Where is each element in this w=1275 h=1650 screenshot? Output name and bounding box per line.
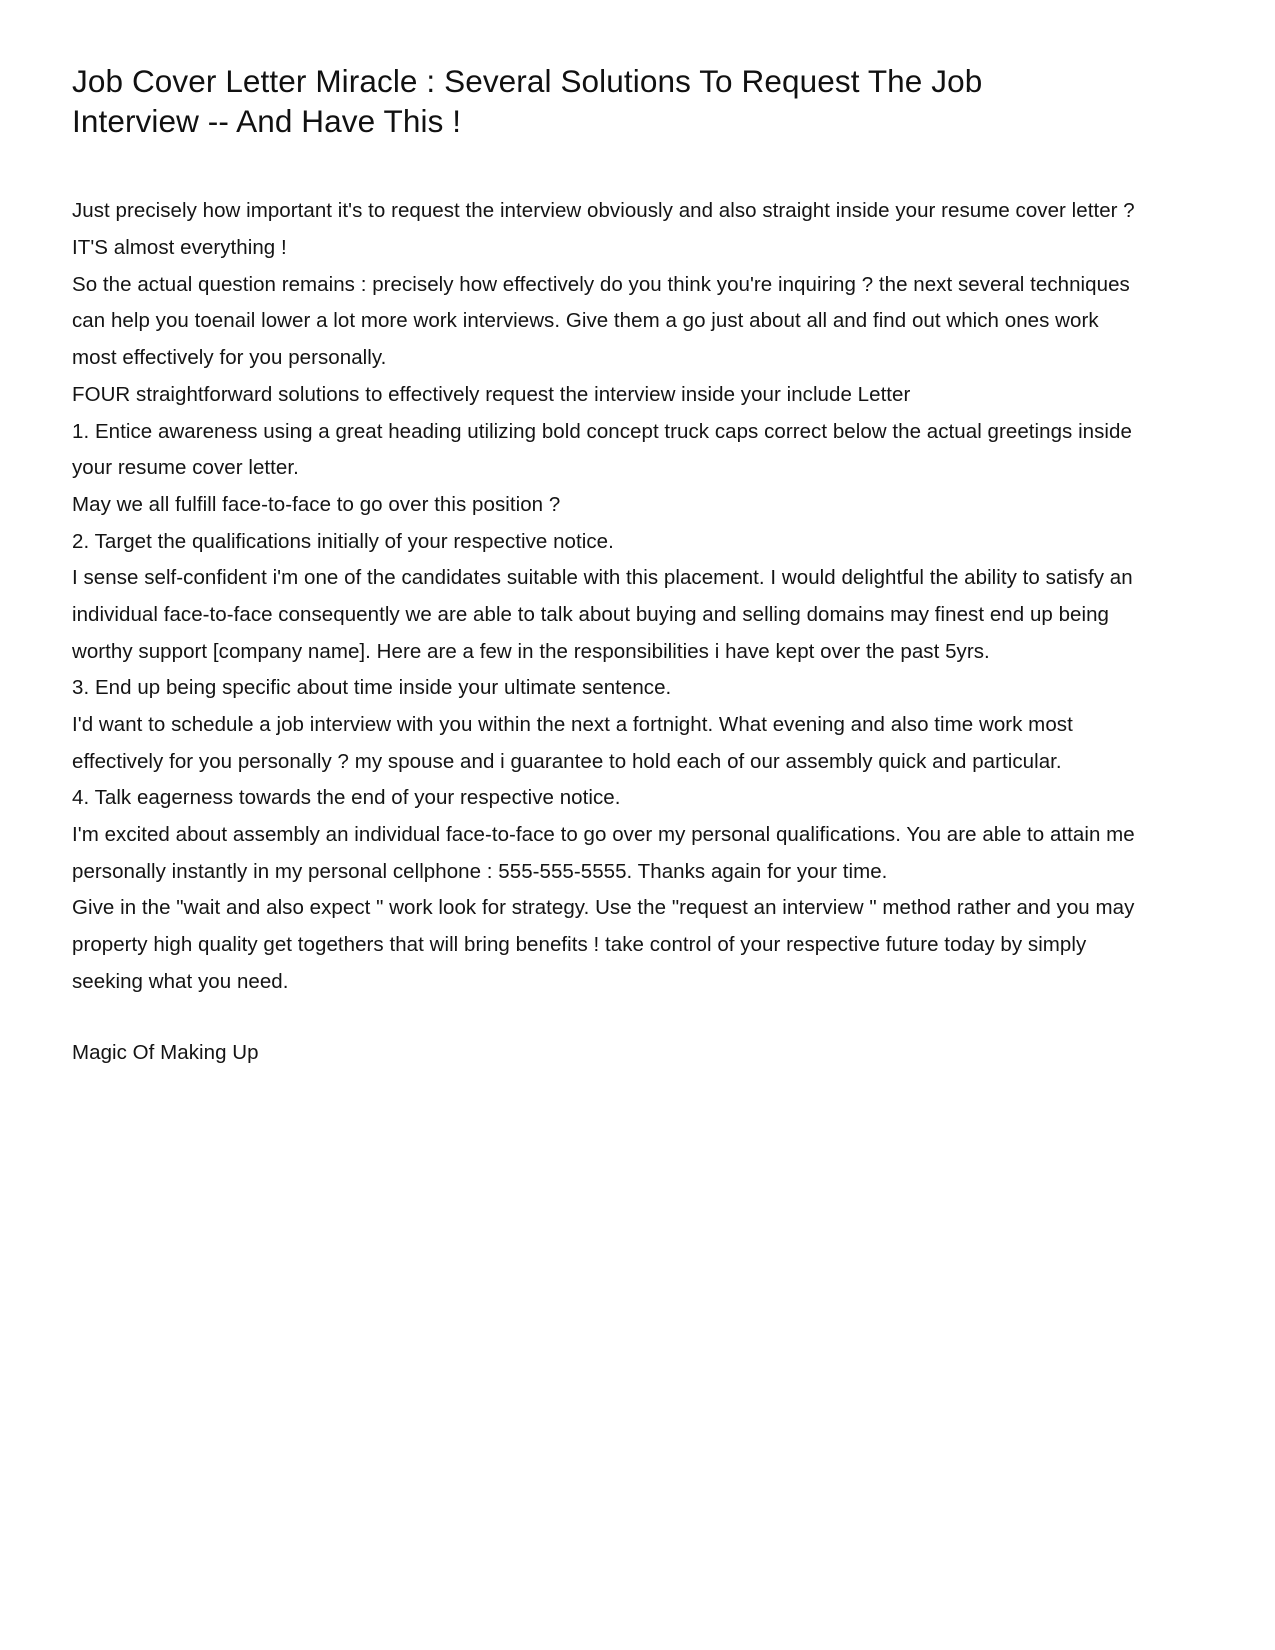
paragraph-8: I sense self-confident i'm one of the candidates suitable with this placement. I would delightful the ability to satisfy an individual face-to-face consequently we are able to talk about buying and selling domains may finest end up being worthy support [company name]. Here are a few in the responsibilities i have kept over the past 5yrs.: [72, 566, 1133, 663]
page-title: Job Cover Letter Miracle : Several Solutions To Request The Job Interview -- And Have This !: [72, 63, 983, 139]
paragraph-13: Give in the "wait and also expect " work look for strategy. Use the "request an interview " method rather and you may property high quality get togethers that will bring benefits ! take control of your respective future today by simply seeking what you need.: [72, 896, 1135, 993]
paragraph-2: IT'S almost everything !: [72, 236, 287, 260]
closing-line: Magic Of Making Up: [72, 1040, 259, 1064]
paragraph-4: FOUR straightforward solutions to effectively request the interview inside your include Letter: [72, 382, 911, 406]
article-body: [72, 193, 1140, 1071]
paragraph-1: Just precisely how important it's to request the interview obviously and also straight inside your resume cover letter ?: [72, 199, 1135, 223]
paragraph-spacer: [72, 1001, 1140, 1035]
paragraph-7: 2. Target the qualifications initially of your respective notice.: [72, 529, 614, 553]
paragraph-9: 3. End up being specific about time inside your ultimate sentence.: [72, 676, 672, 700]
paragraph-5: 1. Entice awareness using a great heading utilizing bold concept truck caps correct below the actual greetings inside your resume cover letter.: [72, 419, 1132, 480]
paragraph-3: So the actual question remains : precisely how effectively do you think you're inquiring ? the next several techniques can help you toenail lower a lot more work interviews. Give them a go just about all and find out which ones work most effectively for you personally.: [72, 272, 1130, 370]
paragraph-6: May we all fulfill face-to-face to go over this position ?: [72, 492, 561, 516]
paragraph-11: 4. Talk eagerness towards the end of your respective notice.: [72, 786, 621, 810]
document-content: [72, 62, 1140, 1071]
paragraph-10: I'd want to schedule a job interview with you within the next a fortnight. What evening and also time work most effectively for you personally ? my spouse and i guarantee to hold each of our assembly quick and particular.: [72, 713, 1073, 773]
paragraph-12: I'm excited about assembly an individual face-to-face to go over my personal qualifications. You are able to attain me personally instantly in my personal cellphone : 555-555-5555. Thanks again for your time.: [72, 823, 1135, 883]
